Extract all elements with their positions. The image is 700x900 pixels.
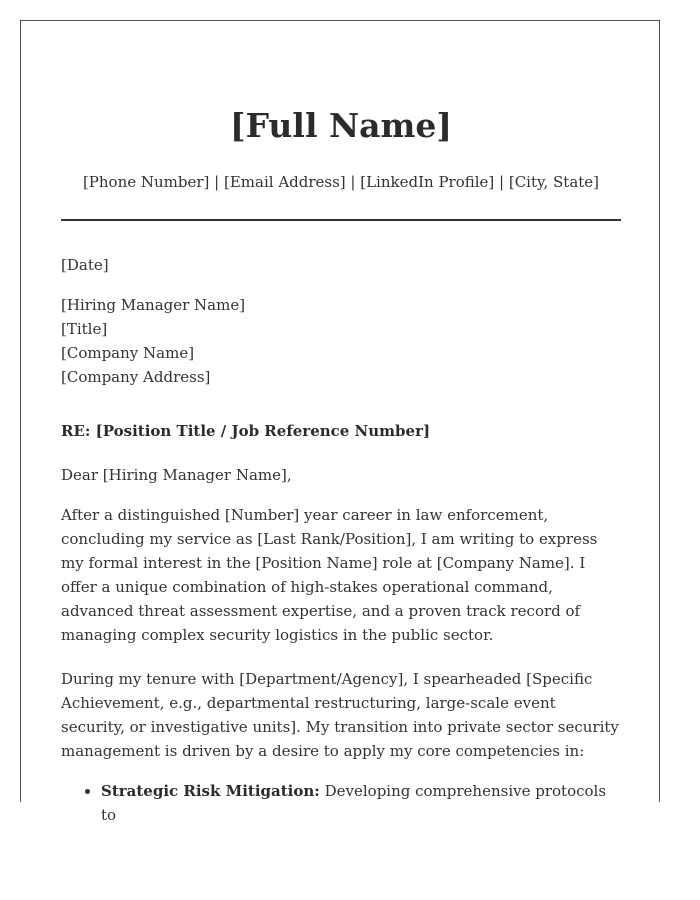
- competency-item: [101, 779, 621, 827]
- letter-date: [Date]: [61, 256, 109, 274]
- competency-text: Developing comprehensive protocols to: [101, 782, 607, 824]
- recipient-manager: [Hiring Manager Name]: [61, 296, 246, 314]
- recipient-block: [61, 293, 621, 389]
- letter-page: [20, 20, 660, 824]
- header-divider: [61, 219, 621, 221]
- body-paragraph-2: During my tenure with [Department/Agency], I spearheaded [Specific Achievement, e.g., departmental restructuring, large-scale event security, or investigative units]. My transition into private sector security management is driven by a desire to apply my core competencies in:: [61, 670, 619, 760]
- recipient-company: [Company Name]: [61, 344, 195, 362]
- contact-line: [Phone Number] | [Email Address] | [LinkedIn Profile] | [City, State]: [82, 173, 600, 191]
- re-line: RE: [Position Title / Job Reference Number]: [61, 422, 431, 440]
- salutation: Dear [Hiring Manager Name],: [61, 466, 292, 484]
- letter-body: [61, 253, 621, 827]
- competency-label: Strategic Risk Mitigation:: [101, 782, 320, 800]
- competency-list: [61, 779, 621, 827]
- recipient-address: [Company Address]: [61, 368, 211, 386]
- body-paragraph-1: After a distinguished [Number] year career in law enforcement, concluding my service as [Last Rank/Position], I am writing to express my formal interest in the [Position Name] role at [Company Name]. I offer a unique combination of high-stakes operational command, advanced threat assessment expertise, and a proven track record of managing complex security logistics in the public sector.: [61, 506, 598, 644]
- recipient-title: [Title]: [61, 320, 108, 338]
- applicant-name: [Full Name]: [229, 106, 453, 145]
